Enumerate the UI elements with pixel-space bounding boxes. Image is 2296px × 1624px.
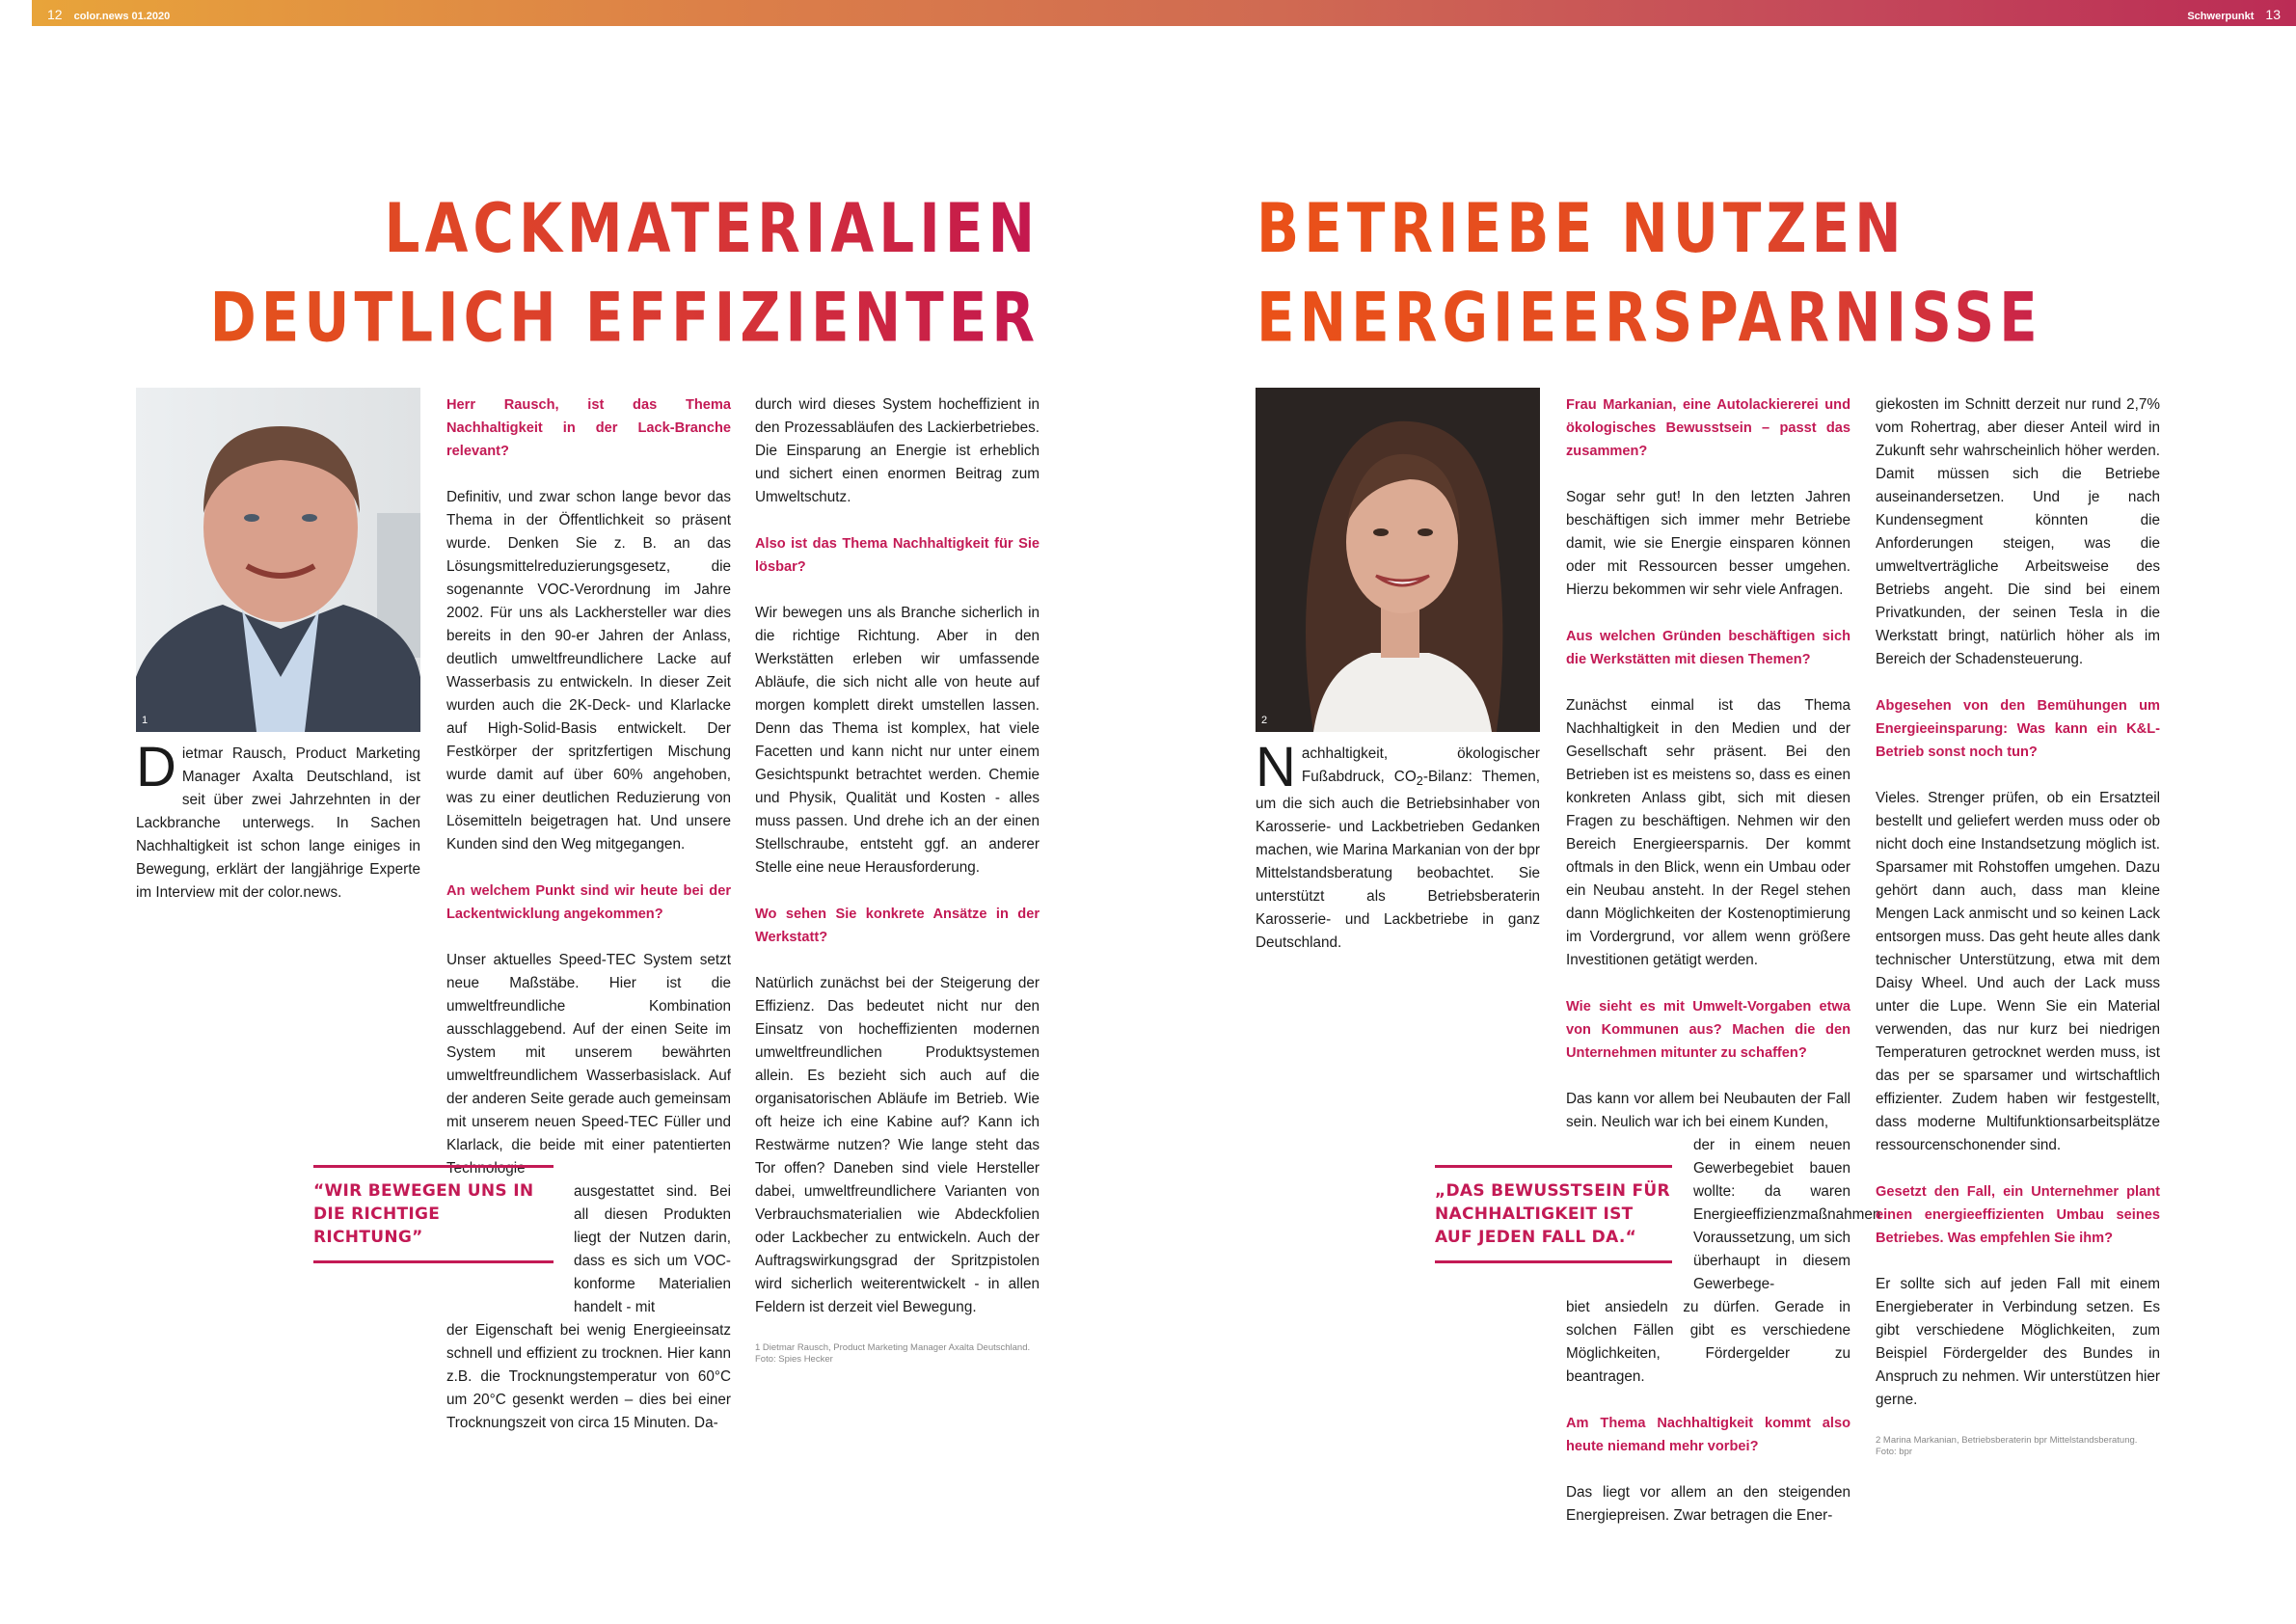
portrait-image — [1256, 388, 1540, 732]
column-left-3 — [755, 393, 1040, 1366]
headline-line: DEUTLICH EFFIZIENTER — [209, 277, 1040, 358]
headline-line: BETRIEBE NUTZEN — [1256, 187, 1906, 268]
column-right-3 — [1876, 393, 2160, 1458]
interview-question: Frau Markanian, eine Autolackiererei und ökologisches Bewusstsein – passt das zusammen? — [1566, 397, 1850, 459]
photo-number: 1 — [142, 715, 149, 726]
interview-answer: der Eigenschaft bei wenig Energieeinsatz schnell und effizient zu trocknen. Hier kann z.B. die Trocknungstemperatur von 60°C um 20°C gesenkt werden – dies bei einer Trocknungszeit von circa 15 Minuten. Da- — [446, 1322, 731, 1431]
interview-question: Wie sieht es mit Umwelt-Vorgaben etwa von Kommunen aus? Machen die den Unternehmen mitunter zu schaffen? — [1566, 999, 1850, 1061]
intro-right — [1256, 736, 1540, 955]
interview-answer-wrapped: der in einem neuen Gewerbegebiet bauen wollte: da waren Energieeffizienzmaßnahmen Voraussetzung, um sich überhaupt in diesem Gewerbege- — [1693, 1137, 1881, 1292]
interview-question: Also ist das Thema Nachhaltigkeit für Sie lösbar? — [755, 536, 1040, 575]
interview-question: Gesetzt den Fall, ein Unternehmer plant einen energieeffizienten Umbau seines Betriebes. Was empfehlen Sie ihm? — [1876, 1184, 2160, 1246]
portrait-photo-markanian — [1256, 388, 1540, 732]
interview-answer: biet ansiedeln zu dürfen. Gerade in solchen Fällen gibt es verschiedene Möglichkeiten, Fördergelder zu beantragen. — [1566, 1299, 1850, 1385]
column-left-2 — [446, 393, 731, 1458]
interview-question: Abgesehen von den Bemühungen um Energieeinsparung: Was kann ein K&L-Betrieb sonst noch tun? — [1876, 698, 2160, 760]
interview-question: Am Thema Nachhaltigkeit kommt also heute niemand mehr vorbei? — [1566, 1416, 1850, 1454]
drop-cap: N — [1256, 736, 1296, 798]
headline-right — [1256, 183, 2042, 362]
photo-footnote: 2 Marina Markanian, Betriebsberaterin bpr Mittelstandsberatung. Foto: bpr — [1876, 1435, 2138, 1457]
subscript-2: 2 — [1416, 773, 1423, 789]
headline-left — [210, 183, 1040, 362]
interview-answer: durch wird dieses System hocheffizient in den Prozessabläufen des Lackierbetriebes. Die Einsparung an Energie ist erheblich und sichert einen enormen Beitrag zum Umweltschutz. — [755, 396, 1040, 505]
section-name: Schwerpunkt — [2187, 11, 2255, 22]
pull-quote-left: “WIR BEWEGEN UNS IN DIE RICHTIGE RICHTUNG” — [313, 1165, 554, 1263]
intro-text: ietmar Rausch, Product Marketing Manager Axalta Deutschland, ist seit über zwei Jahrzehnten in der Lackbranche unterwegs. In Sachen Nachhaltigkeit ist schon lange einiges in Bewegung, erklärt der langjährige Experte im Interview mit der color.news. — [136, 745, 420, 901]
interview-answer: Sogar sehr gut! In den letzten Jahren beschäftigen sich immer mehr Betriebe damit, wie sie Energie einsparen können oder mit Ressourcen besser umgehen. Hierzu bekommen wir sehr viele Anfragen. — [1566, 489, 1850, 598]
photo-footnote: 1 Dietmar Rausch, Product Marketing Manager Axalta Deutschland. Foto: Spies Hecker — [755, 1342, 1031, 1365]
interview-answer: Zunächst einmal ist das Thema Nachhaltigkeit in den Medien und der Gesellschaft sehr präsent. Bei den Betrieben ist es meistens so, dass es einen konkreten Anlass gibt, sich mit diesen Fragen zu beschäftigen. Nehmen wir den Bereich Energieersparnis. Der kommt oftmals in den Blick, wenn ein Umbau oder ein Neubau ansteht. In der Regel stehen dann Möglichkeiten der Kostenoptimierung im Vordergrund, vor allem wenn größere Investitionen getätigt werden. — [1566, 697, 1850, 968]
interview-answer: Wir bewegen uns als Branche sicherlich in die richtige Richtung. Aber in den Werkstätten erleben wir umfassende Abläufe, die sich nicht alle von heute auf morgen komplett direkt umstellen lassen. Denn das Thema ist komplex, hat viele Facetten und kann nicht nur unter einem Gesichtspunkt betrachtet werden. Chemie und Physik, Qualität und Kosten - alles muss passen. Und drehe ich an der einen Stellschraube, entsteht ggf. an anderer Stelle eine neue Herausforderung. — [755, 605, 1040, 876]
interview-answer: Das liegt vor allem an den steigenden Energiepreisen. Zwar betragen die Ener- — [1566, 1484, 1850, 1524]
interview-answer: giekosten im Schnitt derzeit nur rund 2,7% vom Rohertrag, aber dieser Anteil wird in Zukunft sehr wahrscheinlich höher werden. Damit müssen sich die Betriebe auseinandersetzen. Und je nach Kundensegment könnten die Anforderungen steigen, was die umweltverträgliche Arbeitsweise des Betriebs angeht. Die sind bei einem Privatkunden, der seinen Tesla in die Werkstatt bringt, natürlich höher als im Bereich der Schadensteuerung. — [1876, 396, 2160, 667]
page-number-right: 13 — [2265, 7, 2281, 22]
interview-answer: Natürlich zunächst bei der Steigerung der Effizienz. Das bedeutet nicht nur den Einsatz von hocheffizienten modernen umweltfreundlichen Produktsystemen allein. Es bezieht sich auch auf die organisatorischen Abläufe im Betrieb. Wie oft heize ich eine Kabine auf? Kann ich Restwärme nutzen? Wie lange steht das Tor offen? Daneben sind viele Hersteller dabei, umweltfreundlichere Varianten von Verbrauchsmaterialien wie Abdeckfolien oder Lackbecher zu entwickeln. Auch der Auftragswirkungsgrad der Spritzpistolen wird sicherlich weiterentwickelt - in allen Feldern ist derzeit viel Bewegung. — [755, 975, 1040, 1315]
headline-line: LACKMATERIALIEN — [384, 187, 1040, 268]
portrait-image — [136, 388, 420, 732]
interview-question: Herr Rausch, ist das Thema Nachhaltigkeit in der Lack-Branche relevant? — [446, 397, 731, 459]
intro-text-cont: -Bilanz: Themen, um die sich auch die Betriebsinhaber von Karosserie- und Lackbetrieben Gedanken machen, wie Marina Markanian von der bpr Mittelstandsberatung beobachtet. Sie unterstützt als Betriebsberaterin Karosserie- und Lackbetriebe in ganz Deutschland. — [1256, 769, 1540, 952]
interview-question: Wo sehen Sie konkrete Ansätze in der Werkstatt? — [755, 907, 1040, 945]
photo-number: 2 — [1261, 715, 1268, 726]
interview-question: An welchem Punkt sind wir heute bei der Lackentwicklung angekommen? — [446, 883, 731, 922]
intro-left — [136, 736, 420, 905]
interview-answer: Definitiv, und zwar schon lange bevor das Thema in der Öffentlichkeit so präsent wurde. Denken Sie z. B. an das Lösungsmittelreduzierungsgesetz, die sogenannte VOC-Verordnung im Jahre 2002. Für uns als Lackhersteller war dies bereits in den 90-er Jahren der Anlass, deutlich umweltfreundlichere Lacke auf Wasserbasis zu entwickeln. In dieser Zeit wurden auch die 2K-Deck- und Klarlacke auf High-Solid-Basis entwickelt. Der Festkörper der spritzfertigen Mischung wurde damit auf über 60% angehoben, was zu einer deutlichen Reduzierung von Lösemitteln beigetragen hat. Und unsere Kunden sind den Weg mitgegangen. — [446, 489, 731, 853]
interview-answer-wrapped: ausgestattet sind. Bei all diesen Produkten liegt der Nutzen darin, dass es sich um VOC-konforme Materialien handelt - mit — [574, 1183, 731, 1315]
interview-answer: Vieles. Strenger prüfen, ob ein Ersatzteil bestellt und geliefert werden muss oder ob nicht doch eine Instandsetzung möglich ist. Sparsamer mit Rohstoffen umgehen. Dazu gehört dann auch, dass man kleine Mengen Lack anmischt und so keinen Lack entsorgen muss. Das geht heute alles dank technischer Unterstützung, etwa mit dem Daisy Wheel. Und auch der Lack muss unter die Lupe. Wenn Sie ein Material verwenden, das nur kurz bei niedrigen Temperaturen getrocknet werden muss, ist das per se sparsamer und wirtschaftlich effizienter. Zudem haben wir festgestellt, dass moderne Multifunktionsarbeitsplätze ressourcenschonender sind. — [1876, 790, 2160, 1153]
drop-cap: D — [136, 736, 176, 798]
header-bar — [32, 0, 2296, 26]
interview-question: Aus welchen Gründen beschäftigen sich die Werkstätten mit diesen Themen? — [1566, 629, 1850, 667]
headline-line: ENERGIEERSPARNISSE — [1256, 277, 2042, 358]
interview-answer: Das kann vor allem bei Neubauten der Fall sein. Neulich war ich bei einem Kunden, — [1566, 1091, 1850, 1130]
page-number-left: 12 — [47, 7, 63, 22]
intro-text: achhaltigkeit, ökologischer Fußabdruck, CO — [1301, 745, 1540, 785]
magazine-issue: color.news 01.2020 — [73, 11, 171, 22]
interview-answer: Er sollte sich auf jeden Fall mit einem Energieberater in Verbindung setzen. Es gibt verschiedene Möglichkeiten, zum Beispiel Fördergelder des Bundes in Anspruch zu nehmen. Wir unterstützen hier gerne. — [1876, 1276, 2160, 1408]
column-right-2 — [1566, 393, 1881, 1551]
interview-answer: Unser aktuelles Speed-TEC System setzt neue Maßstäbe. Hier ist die umweltfreundliche Kombination ausschlaggebend. Auf der einen Seite im System mit unserem bewährten umweltfreundlichem Wasserbasislack. Auf der anderen Seite gerade auch gemeinsam mit unserem neuen Speed-TEC Füller und Klarlack, die beide mit einer patentierten Technologie — [446, 952, 731, 1177]
portrait-photo-rausch — [136, 388, 420, 732]
pull-quote-right: „DAS BEWUSSTSEIN FÜR NACHHALTIGKEIT IST AUF JEDEN FALL DA.“ — [1435, 1165, 1672, 1263]
